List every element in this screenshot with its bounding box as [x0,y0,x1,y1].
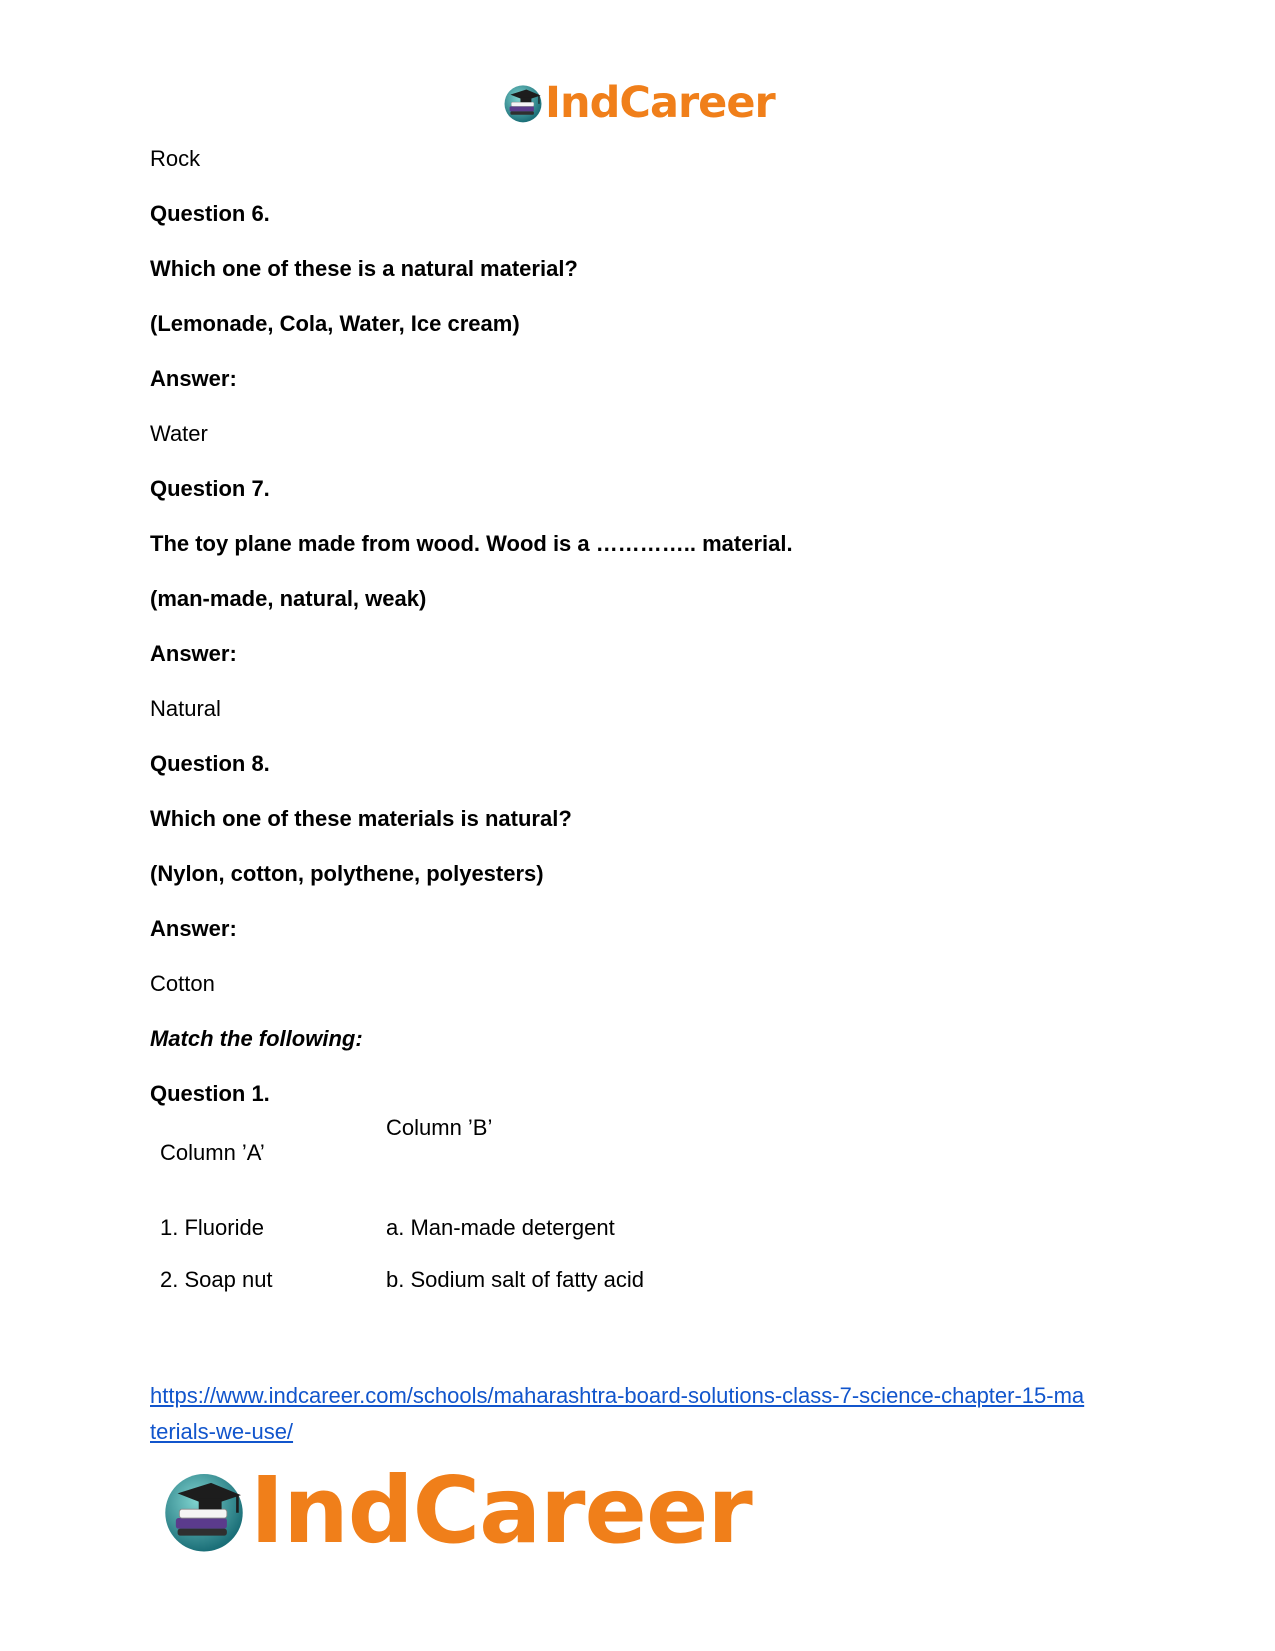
answer-label: Answer: [150,366,237,391]
source-link[interactable] [150,1378,1140,1450]
table-cell-a: 2. Soap nut [160,1267,273,1292]
text-line: Rock [150,146,201,171]
graduation-globe-icon [160,1467,248,1555]
source-link-line-1: https://www.indcareer.com/schools/maharashtra-board-solutions-class-7-science-chapter-15-ma [150,1383,1085,1408]
question-heading: Question 8. [150,751,270,776]
column-b-header: Column ’B’ [386,1115,493,1140]
answer-text: Natural [150,696,221,721]
question-text: Which one of these is a natural material? [150,256,578,281]
graduation-globe-icon [502,82,544,124]
column-a-header: Column ’A’ [160,1140,265,1165]
question-heading: Question 1. [150,1081,270,1106]
question-text: The toy plane made from wood. Wood is a ………….. material. [150,531,793,556]
answer-label: Answer: [150,916,237,941]
answer-label: Answer: [150,641,237,666]
question-heading: Question 7. [150,476,270,501]
table-cell-a: 1. Fluoride [160,1215,264,1240]
question-options: (Nylon, cotton, polythene, polyesters) [150,861,544,886]
table-cell-b: b. Sodium salt of fatty acid [386,1267,645,1292]
section-heading: Match the following: [150,1026,363,1051]
footer-logo [160,1457,752,1564]
document-body [150,146,1130,1136]
source-link-line-2: terials-we-use/ [150,1419,294,1444]
answer-text: Cotton [150,971,215,996]
header-logo [502,77,775,128]
brand-name: IndCareer [545,77,775,128]
brand-name: IndCareer [250,1457,752,1564]
question-options: (man-made, natural, weak) [150,586,427,611]
question-text: Which one of these materials is natural? [150,806,572,831]
question-options: (Lemonade, Cola, Water, Ice cream) [150,311,520,336]
answer-text: Water [150,421,208,446]
question-heading: Question 6. [150,201,270,226]
table-cell-b: a. Man-made detergent [386,1215,615,1240]
